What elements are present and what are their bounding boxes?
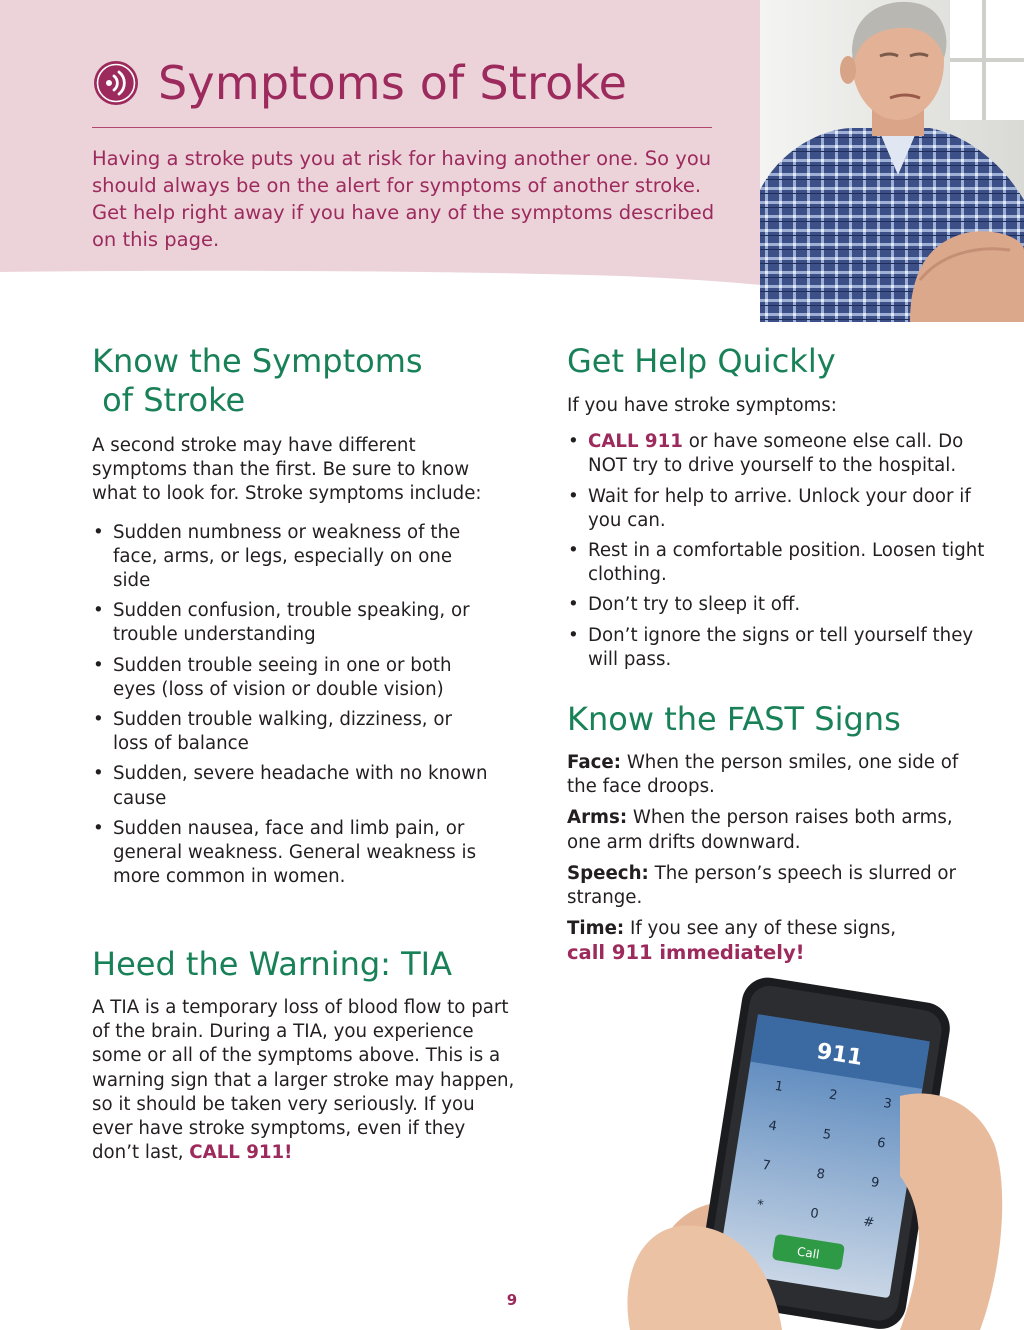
fast-section [567, 700, 997, 974]
tia-paragraph [92, 996, 517, 1165]
fast-speech-label: Speech: [567, 862, 649, 884]
fast-arms [567, 806, 967, 854]
phone-key: 2 [827, 1087, 839, 1104]
list-item: • Sudden trouble seeing in one or both eyes (loss of vision or double vision) [92, 654, 492, 702]
speaker-waves-icon [92, 59, 140, 107]
know-symptoms-intro: A second stroke may have different symptoms than the first. Be sure to know what to look for. Stroke symptoms include: [92, 435, 482, 505]
title-divider [92, 127, 712, 128]
fast-time-callout: call 911 immediately! [567, 941, 805, 965]
list-item: • Wait for help to arrive. Unlock your door if you can. [567, 485, 987, 533]
phone-display-number: 911 [814, 1039, 865, 1071]
fast-time-label: Time: [567, 918, 625, 940]
fast-list [567, 751, 967, 967]
phone-illustration [600, 976, 1024, 1330]
phone-key: 3 [882, 1096, 893, 1113]
hero-photo-man [760, 0, 1024, 322]
phone-key: 9 [869, 1175, 881, 1192]
know-symptoms-section [92, 342, 522, 895]
list-item: • Sudden trouble walking, dizziness, or loss of balance [92, 708, 492, 756]
intro-paragraph: Having a stroke puts you at risk for having another one. So you should always be on the alert for symptoms of another stroke. Get help right away if you have any of the symptoms described on this page. [92, 147, 715, 251]
fast-face [567, 751, 967, 799]
phone-key: 4 [767, 1118, 778, 1135]
fast-face-text: When the person smiles, one side of the face droops. [567, 752, 959, 798]
list-item: • Sudden nausea, face and limb pain, or general weakness. General weakness is more common in women. [92, 817, 492, 890]
know-symptoms-heading-line1: Know the Symptoms [92, 342, 423, 380]
get-help-intro: If you have stroke symptoms: [567, 395, 837, 416]
get-help-section [567, 342, 997, 678]
phone-key: 5 [821, 1126, 833, 1144]
fast-time [567, 917, 967, 966]
phone-key: 6 [875, 1135, 887, 1152]
fast-speech-text: The person’s speech is slurred or strange. [567, 862, 956, 909]
title-row [92, 56, 627, 110]
list-item: • Rest in a comfortable position. Loosen tight clothing. [567, 539, 987, 587]
phone-key: 7 [761, 1157, 772, 1174]
fast-arms-label: Arms: [567, 807, 628, 829]
get-help-heading: Get Help Quickly [567, 342, 836, 380]
fast-arms-text: When the person raises both arms, one arm drifts downward. [567, 807, 953, 853]
symptoms-list [92, 521, 492, 890]
know-symptoms-heading-line2: of Stroke [92, 381, 246, 419]
phone-call-label: Call [796, 1244, 821, 1262]
page-number: 9 [506, 1291, 518, 1309]
tia-body: A TIA is a temporary loss of blood flow to part of the brain. During a TIA, you experience some or all of the symptoms above. This is a warning sign that a larger stroke may happen, so it should be taken very seriously. If you ever have stroke symptoms, even if they don’t last, [92, 997, 515, 1164]
tia-section [92, 945, 522, 1165]
tia-callout: CALL 911! [189, 1142, 293, 1164]
phone-key: * [755, 1197, 765, 1214]
list-item: • Don’t try to sleep it off. [567, 593, 987, 617]
list-item: • Don’t ignore the signs or tell yourself they will pass. [567, 624, 987, 672]
get-help-list [567, 430, 987, 672]
phone-key: 0 [809, 1205, 820, 1223]
fast-speech [567, 862, 967, 910]
list-item: • Sudden numbness or weakness of the face, arms, or legs, especially on one side [92, 521, 492, 594]
phone-key: 8 [815, 1166, 826, 1183]
phone-key: 1 [773, 1078, 785, 1095]
list-item [567, 430, 987, 478]
tia-heading: Heed the Warning: TIA [92, 945, 452, 983]
page-title: Symptoms of Stroke [158, 56, 628, 110]
know-symptoms-heading [92, 342, 522, 420]
list-item-text: or have someone else call. Do NOT try to drive yourself to the hospital. [588, 431, 964, 477]
call-911-highlight: CALL 911 [588, 431, 683, 453]
fast-heading: Know the FAST Signs [567, 700, 901, 738]
list-item: • Sudden, severe headache with no known cause [92, 762, 492, 810]
phone-key: # [862, 1214, 876, 1231]
list-item: • Sudden confusion, trouble speaking, or trouble understanding [92, 599, 492, 647]
fast-face-label: Face: [567, 752, 622, 773]
fast-time-text: If you see any of these signs, [624, 918, 897, 940]
